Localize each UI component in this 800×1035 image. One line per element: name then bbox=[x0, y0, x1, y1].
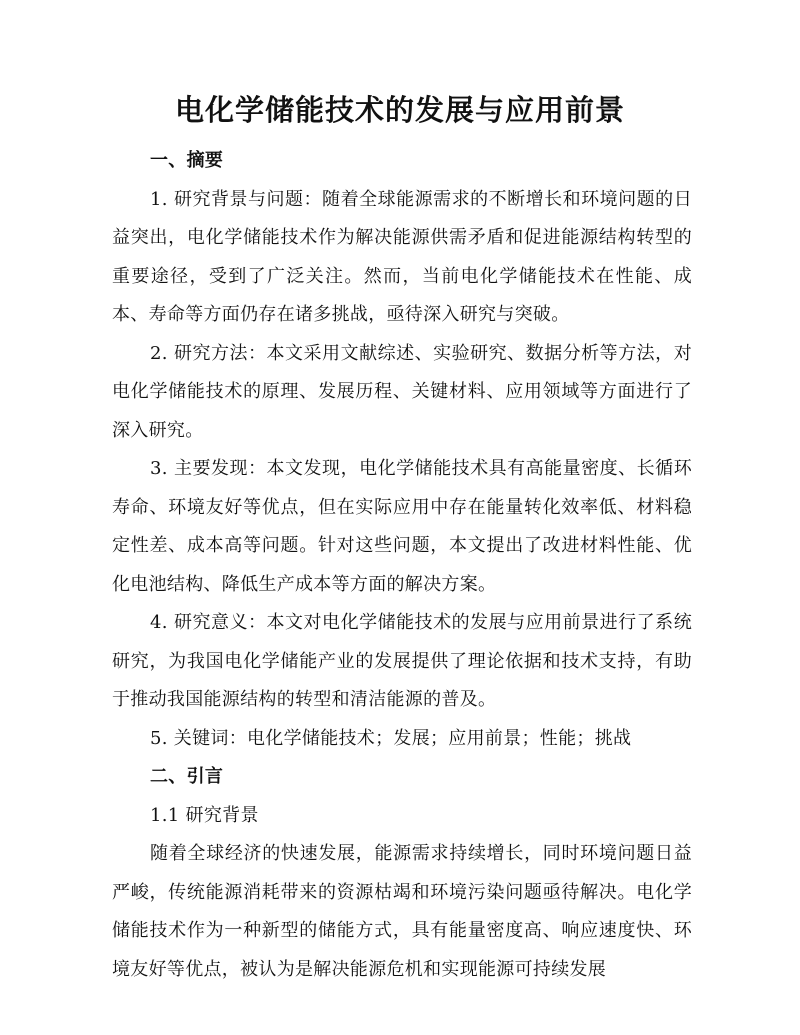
intro-paragraph: 随着全球经济的快速发展，能源需求持续增长，同时环境问题日益严峻，传统能源消耗带来的资源枯竭和环境污染问题亟待解决。电化学储能技术作为一种新型的储能方式，具有能量密度高、响应速度快、环境友好等优点，被认为是解决能源危机和实现能源可持续发展 bbox=[112, 843, 692, 980]
abstract-item: 2. 研究方法：本文采用文献综述、实验研究、数据分析等方法，对电化学储能技术的原理、发展历程、关键材料、应用领域等方面进行了深入研究。 bbox=[112, 342, 692, 441]
document-title: 电化学储能技术的发展与应用前景 bbox=[174, 93, 625, 127]
document-body bbox=[112, 142, 692, 989]
intro-subheading: 1.1 研究背景 bbox=[150, 804, 259, 826]
abstract-item: 5. 关键词：电化学储能技术；发展；应用前景；性能；挑战 bbox=[150, 727, 632, 749]
abstract-item: 4. 研究意义：本文对电化学储能技术的发展与应用前景进行了系统研究，为我国电化学储能产业的发展提供了理论依据和技术支持，有助于推动我国能源结构的转型和清洁能源的普及。 bbox=[112, 612, 692, 710]
intro-heading: 二、引言 bbox=[150, 766, 224, 787]
abstract-item: 3. 主要发现：本文发现，电化学储能技术具有高能量密度、长循环寿命、环境友好等优点，但在实际应用中存在能量转化效率低、材料稳定性差、成本高等问题。针对这些问题，本文提出了改进材料性能、优化电池结构、降低生产成本等方面的解决方案。 bbox=[112, 458, 692, 595]
abstract-item: 1. 研究背景与问题：随着全球能源需求的不断增长和环境问题的日益突出，电化学储能技术作为解决能源供需矛盾和促进能源结构转型的重要途径，受到了广泛关注。然而，当前电化学储能技术在性能、成本、寿命等方面仍存在诸多挑战，亟待深入研究与突破。 bbox=[112, 188, 692, 325]
abstract-heading: 一、摘要 bbox=[150, 150, 224, 171]
